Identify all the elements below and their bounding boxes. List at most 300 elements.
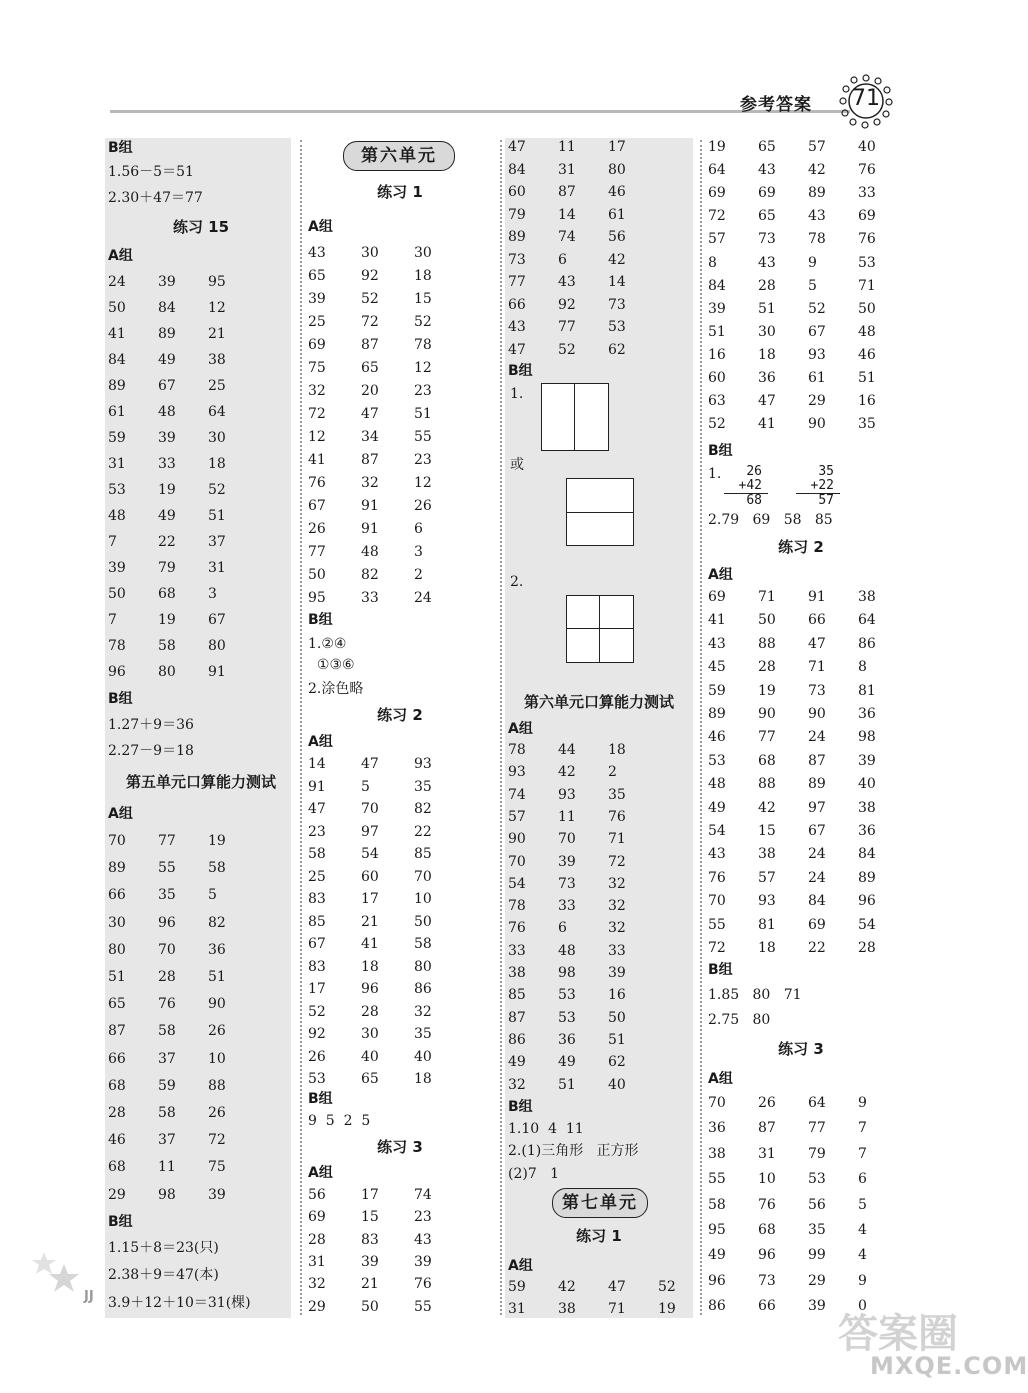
answer-cell: 39 — [808, 1298, 826, 1315]
group-label: A组 — [508, 721, 533, 737]
answer-cell: 35 — [808, 1222, 826, 1238]
answer-cell: 55 — [414, 429, 432, 445]
answer-cell: 91 — [208, 664, 226, 680]
answer-cell: 19 — [208, 833, 226, 849]
answer-cell: 76 — [414, 1276, 432, 1293]
answer-cell: 31 — [508, 1301, 526, 1317]
answer-cell: 18 — [208, 456, 226, 472]
answer-cell: 76 — [308, 475, 326, 491]
answer-cell: 8 — [858, 659, 867, 676]
answer-cell: 38 — [858, 799, 876, 816]
answer-cell: 84 — [508, 161, 526, 178]
answer-cell: 72 — [708, 940, 726, 956]
answer-row — [308, 935, 467, 953]
answer-cell: 18 — [608, 742, 626, 758]
answer-cell: 87 — [558, 184, 576, 200]
answer-cell: 74 — [558, 229, 576, 245]
answer-cell: 9 — [808, 254, 817, 271]
or-label: 或 — [510, 457, 524, 473]
answer-row — [708, 682, 908, 700]
answer-line: 2.79 69 58 85 — [708, 512, 833, 528]
answer-cell: 19 — [658, 1301, 676, 1317]
group-label: B组 — [708, 962, 733, 978]
answer-cell: 62 — [608, 341, 626, 358]
answer-row — [508, 341, 658, 359]
answer-row — [308, 1231, 467, 1249]
answer-line: 1.56－5＝51 — [108, 164, 194, 180]
answer-row — [308, 267, 467, 285]
answer-cell: 51 — [758, 300, 776, 317]
answer-cell: 29 — [808, 393, 826, 410]
answer-row — [508, 318, 658, 336]
answer-cell: 78 — [508, 742, 526, 758]
answer-cell: 86 — [708, 1298, 726, 1315]
answer-cell: 28 — [858, 940, 876, 956]
answer-cell: 30 — [758, 323, 776, 340]
answer-cell: 24 — [414, 590, 432, 606]
test-title: 第六单元口算能力测试 — [523, 693, 674, 711]
answer-cell: 30 — [414, 245, 432, 261]
answer-row — [508, 251, 658, 269]
answer-cell: 50 — [361, 1298, 379, 1315]
answer-cell: 34 — [361, 429, 379, 445]
answer-cell: 2 — [608, 764, 617, 781]
answer-cell: 5 — [808, 277, 817, 294]
answer-row — [308, 497, 467, 515]
answer-cell: 58 — [158, 1105, 176, 1121]
exercise-title: 练习 2 — [377, 706, 423, 724]
answer-line: 2.涂色略 — [308, 681, 364, 697]
answer-row — [708, 916, 908, 934]
answer-cell: 73 — [558, 875, 576, 892]
answer-cell: 3 — [208, 586, 217, 602]
answer-cell: 23 — [414, 383, 432, 399]
answer-cell: 89 — [708, 706, 726, 722]
answer-cell: 38 — [208, 352, 226, 368]
exercise-title: 练习 1 — [377, 183, 423, 201]
answer-row — [708, 323, 908, 341]
answer-row — [508, 228, 658, 246]
answer-cell: 83 — [308, 891, 326, 907]
answer-cell: 49 — [708, 1247, 726, 1264]
answer-cell: 58 — [308, 846, 326, 862]
answer-row — [108, 941, 258, 959]
answer-line: 2.(1)三角形 正方形 — [508, 1143, 639, 1159]
answer-row — [108, 559, 258, 577]
answer-row — [308, 1298, 467, 1316]
column-divider — [700, 140, 702, 1315]
answer-cell: 23 — [414, 1209, 432, 1226]
group-label: B组 — [108, 140, 133, 156]
answer-cell: 93 — [414, 756, 432, 772]
answer-cell: 31 — [758, 1145, 776, 1162]
answer-cell: 88 — [758, 776, 776, 793]
answer-row — [308, 451, 467, 469]
answer-cell: 19 — [758, 682, 776, 699]
answer-cell: 51 — [108, 969, 126, 985]
answer-row — [508, 1278, 708, 1296]
answer-cell: 53 — [708, 752, 726, 769]
answer-cell: 24 — [808, 869, 826, 886]
answer-cell: 69 — [308, 1209, 326, 1226]
header-rule — [110, 110, 850, 113]
answer-cell: 60 — [508, 184, 526, 200]
answer-cell: 4 — [858, 1222, 867, 1238]
answer-cell: 86 — [858, 635, 876, 652]
answer-row — [308, 1186, 467, 1204]
answer-cell: 77 — [758, 729, 776, 746]
answer-row — [708, 1246, 908, 1264]
answer-cell: 83 — [361, 1231, 379, 1248]
answer-row — [308, 428, 467, 446]
answer-line: 2.30＋47＝77 — [108, 190, 203, 206]
answer-row — [708, 869, 908, 887]
answer-row — [708, 635, 908, 653]
answer-cell: 70 — [708, 893, 726, 910]
answer-cell: 87 — [808, 752, 826, 769]
answer-row — [308, 845, 467, 863]
answer-cell: 36 — [858, 823, 876, 839]
answer-cell: 50 — [308, 567, 326, 583]
answer-cell: 59 — [108, 430, 126, 446]
answer-cell: 76 — [608, 808, 626, 825]
answer-row — [308, 913, 467, 931]
answer-cell: 92 — [361, 268, 379, 284]
answer-cell: 15 — [758, 823, 776, 839]
answer-cell: 41 — [361, 936, 379, 952]
answer-cell: 93 — [808, 346, 826, 363]
answer-cell: 53 — [308, 1071, 326, 1087]
answer-cell: 12 — [208, 300, 226, 316]
answer-cell: 57 — [808, 139, 826, 155]
answer-cell: 77 — [158, 833, 176, 849]
answer-line: (2)7 1 — [508, 1166, 559, 1182]
answer-cell: 51 — [414, 406, 432, 422]
answer-cell: 67 — [808, 823, 826, 839]
answer-cell: 51 — [208, 508, 226, 524]
answer-cell: 38 — [558, 1301, 576, 1317]
answer-cell: 36 — [758, 370, 776, 386]
answer-cell: 67 — [308, 936, 326, 952]
answer-cell: 33 — [558, 898, 576, 915]
answer-cell: 35 — [414, 778, 432, 795]
answer-cell: 68 — [158, 586, 176, 602]
answer-cell: 29 — [308, 1298, 326, 1315]
answer-row — [108, 914, 258, 932]
answer-cell: 9 — [858, 1095, 867, 1111]
page-number: 71 — [852, 86, 880, 111]
answer-cell: 18 — [361, 958, 379, 975]
answer-row — [708, 1170, 908, 1188]
answer-row — [708, 207, 908, 225]
group-label: A组 — [108, 248, 133, 264]
answer-cell: 50 — [108, 300, 126, 316]
answer-row — [108, 1158, 258, 1176]
answer-cell: 52 — [308, 1003, 326, 1020]
answer-cell: 47 — [508, 341, 526, 358]
answer-cell: 88 — [758, 635, 776, 652]
answer-row — [108, 429, 258, 447]
answer-row — [108, 481, 258, 499]
answer-cell: 30 — [361, 1026, 379, 1042]
answer-row — [308, 958, 467, 976]
answer-row — [708, 1221, 908, 1239]
answer-cell: 24 — [808, 846, 826, 863]
answer-cell: 32 — [308, 1276, 326, 1293]
answer-cell: 78 — [108, 638, 126, 654]
answer-cell: 81 — [858, 682, 876, 699]
answer-row — [708, 1145, 908, 1163]
answer-cell: 43 — [758, 254, 776, 271]
answer-row — [508, 741, 658, 759]
answer-cell: 66 — [758, 1298, 776, 1315]
answer-cell: 39 — [414, 1253, 432, 1270]
answer-cell: 11 — [158, 1159, 176, 1176]
answer-cell: 70 — [108, 833, 126, 849]
answer-cell: 91 — [808, 589, 826, 605]
answer-row — [308, 290, 467, 308]
answer-cell: 72 — [308, 406, 326, 422]
answer-row — [108, 995, 258, 1013]
answer-cell: 98 — [158, 1186, 176, 1203]
answer-cell: 90 — [758, 706, 776, 722]
answer-row — [708, 254, 908, 272]
answer-cell: 67 — [308, 498, 326, 514]
answer-cell: 47 — [758, 393, 776, 410]
sum: 57 — [796, 493, 840, 508]
answer-cell: 6 — [858, 1171, 867, 1188]
answer-cell: 52 — [658, 1279, 676, 1295]
item-number: 1. — [510, 386, 524, 402]
answer-cell: 78 — [508, 898, 526, 915]
answer-cell: 48 — [708, 776, 726, 793]
answer-cell: 71 — [608, 831, 626, 848]
answer-cell: 39 — [158, 274, 176, 290]
answer-cell: 18 — [414, 1071, 432, 1087]
answer-row — [308, 1048, 467, 1066]
answer-cell: 42 — [608, 251, 626, 268]
answer-cell: 22 — [158, 534, 176, 550]
answer-cell: 71 — [808, 659, 826, 676]
answer-cell: 25 — [308, 314, 326, 330]
answer-cell: 20 — [361, 383, 379, 399]
answer-row — [308, 359, 467, 377]
answer-cell: 23 — [414, 452, 432, 468]
answer-cell: 48 — [158, 404, 176, 420]
answer-cell: 58 — [158, 1023, 176, 1040]
answer-cell: 35 — [414, 1026, 432, 1042]
answer-cell: 80 — [158, 664, 176, 680]
answer-cell: 49 — [558, 1054, 576, 1071]
answer-line: 2.38＋9＝47(本) — [108, 1267, 219, 1283]
exercise-title: 练习 3 — [377, 1138, 423, 1156]
answer-row — [508, 786, 658, 804]
answer-line: 3.9＋12＋10＝31(棵) — [108, 1295, 251, 1311]
answer-row — [308, 336, 467, 354]
answer-cell: 39 — [158, 430, 176, 446]
answer-cell: 96 — [108, 664, 126, 680]
answer-cell: 65 — [361, 1071, 379, 1087]
answer-cell: 19 — [708, 139, 726, 155]
answer-line: 9 5 2 5 — [308, 1113, 371, 1129]
answer-row — [508, 1053, 658, 1071]
answer-cell: 76 — [708, 869, 726, 886]
answer-row — [108, 886, 258, 904]
answer-cell: 26 — [208, 1023, 226, 1040]
answer-cell: 49 — [158, 352, 176, 368]
answer-cell: 12 — [414, 475, 432, 491]
answer-cell: 25 — [208, 378, 226, 394]
answer-cell: 78 — [808, 231, 826, 248]
answer-cell: 82 — [208, 914, 226, 931]
answer-row — [708, 939, 908, 957]
answer-row — [308, 566, 467, 584]
answer-cell: 19 — [158, 612, 176, 628]
answer-row — [708, 588, 908, 606]
answer-cell: 32 — [361, 475, 379, 491]
answer-row — [708, 892, 908, 910]
figure-divider — [566, 628, 634, 629]
answer-cell: 16 — [608, 987, 626, 1004]
answer-cell: 68 — [108, 1077, 126, 1094]
answer-cell: 51 — [608, 1031, 626, 1048]
answer-cell: 24 — [108, 274, 126, 290]
answer-cell: 36 — [708, 1120, 726, 1137]
answer-cell: 21 — [208, 326, 226, 342]
answer-cell: 84 — [108, 352, 126, 368]
answer-cell: 26 — [414, 498, 432, 514]
answer-row — [508, 183, 658, 201]
answer-line: 1.27＋9＝36 — [108, 717, 194, 733]
answer-row — [708, 1196, 908, 1214]
answer-cell: 29 — [808, 1272, 826, 1289]
answer-cell: 59 — [508, 1279, 526, 1295]
answer-cell: 74 — [414, 1187, 432, 1203]
answer-cell: 42 — [558, 1279, 576, 1295]
answer-cell: 41 — [308, 452, 326, 468]
answer-cell: 68 — [758, 1222, 776, 1238]
answer-cell: 28 — [308, 1231, 326, 1248]
answer-cell: 40 — [414, 1048, 432, 1065]
answer-row — [108, 832, 258, 850]
answer-row — [308, 543, 467, 561]
answer-cell: 38 — [708, 1145, 726, 1162]
decorative-stars-icon — [30, 1250, 110, 1310]
answer-cell: 53 — [558, 987, 576, 1004]
answer-cell: 25 — [308, 868, 326, 885]
group-label: A组 — [708, 567, 733, 583]
answer-row — [508, 808, 658, 826]
answer-cell: 28 — [361, 1003, 379, 1020]
page-header-title: 参考答案 — [740, 95, 812, 115]
figure-divider — [574, 383, 575, 451]
exercise-title: 练习 1 — [576, 1227, 622, 1245]
answer-cell: 57 — [508, 808, 526, 825]
answer-cell: 71 — [758, 589, 776, 605]
group-label: A组 — [308, 734, 333, 750]
answer-cell: 54 — [858, 916, 876, 933]
answer-cell: 29 — [108, 1186, 126, 1203]
answer-row — [308, 1025, 467, 1043]
answer-row — [108, 1186, 258, 1204]
answer-row — [308, 474, 467, 492]
answer-cell: 97 — [808, 799, 826, 816]
answer-cell: 80 — [208, 638, 226, 654]
answer-cell: 51 — [558, 1076, 576, 1093]
answer-cell: 43 — [808, 208, 826, 225]
answer-cell: 98 — [558, 965, 576, 981]
answer-line: 1.10 4 11 — [508, 1121, 584, 1137]
answer-cell: 61 — [108, 404, 126, 420]
answer-row — [708, 705, 908, 723]
answer-cell: 22 — [808, 940, 826, 956]
answer-row — [708, 1119, 908, 1137]
answer-row — [308, 1253, 467, 1271]
split-square-figure — [541, 383, 609, 451]
answer-cell: 76 — [508, 920, 526, 937]
answer-cell: 84 — [858, 846, 876, 863]
answer-cell: 54 — [361, 846, 379, 862]
answer-row — [508, 964, 658, 982]
unit-title: 第六单元 — [343, 141, 455, 171]
answer-cell: 48 — [108, 508, 126, 524]
answer-cell: 59 — [158, 1077, 176, 1094]
answer-cell: 55 — [414, 1298, 432, 1315]
answer-cell: 58 — [158, 638, 176, 654]
answer-line: 1.15＋8＝23(只) — [108, 1240, 219, 1256]
answer-cell: 41 — [758, 416, 776, 433]
answer-cell: 92 — [308, 1026, 326, 1042]
quartered-square-figure — [566, 595, 634, 663]
answer-cell: 82 — [414, 801, 432, 817]
answer-cell: 47 — [608, 1279, 626, 1295]
answer-cell: 97 — [361, 823, 379, 840]
answer-cell: 89 — [108, 378, 126, 394]
answer-cell: 67 — [208, 612, 226, 628]
answer-cell: 33 — [361, 590, 379, 606]
answer-cell: 80 — [414, 958, 432, 975]
addend: +22 — [810, 478, 834, 493]
answer-cell: 46 — [608, 184, 626, 200]
answer-row — [108, 1104, 258, 1122]
answer-cell: 39 — [308, 291, 326, 307]
answer-row — [308, 405, 467, 423]
answer-cell: 50 — [858, 300, 876, 317]
answer-cell: 58 — [208, 860, 226, 877]
answer-line: 2.75 80 — [708, 1012, 771, 1028]
answer-cell: 89 — [108, 860, 126, 877]
answer-cell: 91 — [308, 778, 326, 795]
column-divider — [500, 140, 502, 1315]
answer-cell: 26 — [308, 1048, 326, 1065]
answer-row — [308, 244, 467, 262]
answer-cell: 83 — [308, 958, 326, 975]
answer-cell: 73 — [508, 251, 526, 268]
answer-cell: 79 — [808, 1145, 826, 1162]
answer-cell: 52 — [708, 416, 726, 433]
figure-divider — [599, 595, 600, 663]
answer-cell: 12 — [308, 429, 326, 445]
answer-cell: 39 — [361, 1253, 379, 1270]
answer-cell: 87 — [361, 452, 379, 468]
answer-row — [708, 1272, 908, 1290]
answer-cell: 23 — [308, 823, 326, 840]
answer-row — [108, 1077, 258, 1095]
answer-cell: 69 — [758, 185, 776, 202]
answer-row — [508, 1300, 708, 1318]
group-label: A组 — [508, 1258, 533, 1274]
answer-cell: 70 — [414, 868, 432, 885]
